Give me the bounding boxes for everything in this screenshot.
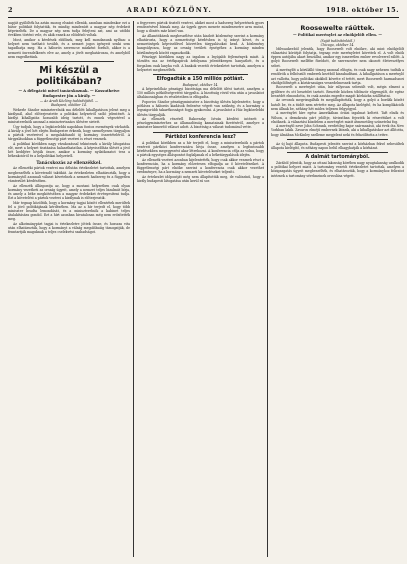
article-paragraph: A merénylőt a körülálló tömeg azonnal elfogta, és csak nagy nehezen tudták a rendőrök a felbőszült emberek kezéből kiszabadítani. A kihallgatáson a merénylő azt vallotta, hogy politikai okokból követte el tettét, mert Roosewelt harmadszori elnökjelöltségét a köztársaságra veszedelmesnek tartja. [271,68,404,85]
article-paragraph: Az ellenzék részéről Rakovszky István kérdést intézett a pénzügyminiszterhez az államadósság kamatainak fizetéséről, amelyre a miniszter kimerítő választ adott. A bizottság a választ tudomásul vette. [137,117,264,130]
issue-date: 1918. október 15. [326,6,399,14]
article-paragraph: A merénylet híre egész Amerikában óriási izgalmat keltett. Taft elnök és Wilson, a demokrata párt jelöltje, táviratban fejezték ki részvétüket a volt elnöknek. A választási küzdelem a merénylet miatt átmenetileg szünetelni fog. [271,111,404,124]
article-subheadline: — A délegáció mivel tanácskoznak. — Kossuthetve Budapestre jön a király. — [18,88,120,98]
paper-title: ARADI KÖZLÖNY. [126,6,213,14]
newspaper-page [8,6,404,558]
article-paragraph: Popovics Sándor pénzügyminiszter a bizottság ülésén kijelentette, hogy a pótlásra a háborús kiadások fedezése végett van szükség, és a kormány a legszigorúbb takarékosságot fogja gyakorolni. A javaslatot a Ház legközelebbi ülésén tárgyalják. [137,100,264,117]
article-byline: (Saját tudósítónktól.) [320,38,355,43]
article-paragraph: Az értekezlet időpontját még nem állapították meg, de valószínű, hogy a király budapesti látogatása után kerül rá sor. [137,174,264,184]
divider [287,152,388,153]
page-header [8,6,399,18]
article-paragraph: Az alkotmánypárt tagjai is értekezletre jöttek össze, és hosszas vita után elhatározták, hogy a kormányt a válság megoldásáig támogatják, de fenntartják maguknak a teljes cselekvési szabadságot. [8,221,130,235]
article-paragraph: A politikai körökben az a hír terjedt el, hogy a miniszterelnök a pártok vezéreit pártközi konferenciára hívja össze, amelyen a legfontosabb kérdésekben megegyezést akar létrehozni. A konferencia célja az volna, hogy a pártok egységes álláspontot foglaljanak el a béketárgyalások idején. [137,140,264,158]
article-paragraph: Pénzügyi körökben nagy az izgalom a legújabb fejlemények miatt. A tőzsdén ma az értékpapírok árfolyama jelentékenyen hanyatlott, és a forgalom csak lanyha volt. A bankok vezetői értekezletet tartottak, amelyen a helyzetet megbeszélték. [137,55,264,72]
article-paragraph: Most, amikor a kérdések eldőlnek, meg kell mondanunk nyíltan: a helyzet nem tartható tovább, és a nemzet jogos igényeit senki sem tagadhatja meg. Ha a háborús szerencse másként fordult, akkor is a nemzeti önrendelkezés elve az, amely a jövőt meghatározza, és amelyből nem engedhetünk. [8,38,130,59]
divider [153,74,248,75]
section-subheading: Tanácskozás az ellenzékkel. [36,160,102,166]
article-paragraph: a fegyveres pártok tisztelt vezérei, akiket most a hadsereg helyzetének gyors rendezésével bíznak meg. Az ügyek gyors menete mindenesetre arra mutat, hogy a döntés már közel van. [137,21,264,34]
article-paragraph: Wekerle Sándor miniszterelnök ma délelőtt kihallgatáson jelent meg a királynál, ahol előterjesztette a politikai helyzetről szóló jelentését. A királyi kihallgatás hosszabb ideig tartott, és ennek végeztével a miniszterelnök azonnal a minisztertanács ülésére sietett. [8,107,130,124]
article-byline: — Az Aradi Közlöny tudósítójától. — [39,99,99,104]
divider [287,139,388,140]
article-paragraph: Milwaukeeból jelentik, hogy Roosewelt volt elnökre, aki mint elnökjelölt választási körútját folytatja, tegnap este merényletet követtek el. A volt elnök éppen autójába akart beszállni, amikor egy ismeretlen ember revolverrel rálőtt. A golyó Roosewelt mellébe fúródott, de szerencsére nem okozott életveszélyes sebet. [271,47,404,68]
article-paragraph: Az államtitkárok megbeszélése után kiadott közlemény szerint a kormány elhatározta, hogy a nemzetiségi kérdésben is új irányt követ, és a nemzetiségek képviselőivel közvetlen tárgyalásokat kezd. A közlemény hangsúlyozza, hogy az ország területi épségéhez a kormány minden körülmények között ragaszkodik. [137,33,264,55]
article-paragraph: napját gyűlölték ha aztán mozog elszánt ellenük, azonban mindenkor ezt a bátor politikát folytatták, és mindig mindenütt a magyar nép érdekeit képviselték. De a magyar nép nem tudja felejteni azt, ami az utóbbi években történt vele, és akik ennek az előidézői voltak. [8,21,130,38]
article-dateline: Budapest, október 14. [182,82,219,87]
article-paragraph: Az ellenzék vezérei azonban kijelentették, hogy csak akkor vesznek részt a konferencián, ha a kormány előzetesen elfogadja az ő követeléseiket. A függetlenségi párt elnöke szerint a konferencia csak akkor vezethet eredményre, ha a kormány a nemzeti követeléseket teljesíti. [137,157,264,175]
divider [24,61,114,62]
article-headline: Mi készül a politikában? [36,64,102,87]
article-headline: Elfogadták a 150 milliós pótlást. [156,76,245,82]
column-middle [137,21,264,557]
article-paragraph: A merénylő neve John Schrank, eredetileg bajor származású, aki évek óta New Yorkban lakik. Zavaros elméjű embernek látszik, aki a kihallgatáskor azt állította, hogy álmában McKinley szelleme megjelent neki és felszólította a tettre. [271,124,404,137]
column-right [271,21,404,557]
article-dateline: Chicago, október 14. [320,42,355,47]
article-paragraph: Roosewelt a merénylet után, bár súlyosan sebesült volt, mégis elment a gyűlésre és ott beszédet tartott. Beszéde közben többször elgyengült, de egész beszédét elmondotta, és csak azután engedte magát kórházba szállíttatni. [271,85,404,98]
article-paragraph: Már tegnap közöltük, hogy a kormány tagjai között ellentétek merültek fel a jövő politikájának kérdésében. Ma az a hír terjedt el, hogy több miniszter beadta lemondását, és a miniszterelnök a kabinet teljes átalakítására gondol. Ezt a hírt azonban hivatalosan még nem erősítették meg. [8,200,130,222]
article-paragraph: Úgy tudjuk, hogy a legközelebbi napokban fontos események várhatók. A király a jövő hét elején Budapestre érkezik, hogy személyesen tárgyaljon a pártok vezéreivel a megalakítandó új kormány összetételéről. A tárgyalásokban a függetlenségi párt vezérei is részt vesznek. [8,124,130,142]
article-paragraph: A képviselőház pénzügyi bizottsága ma délelőtt ülést tartott, amelyen a 150 milliós pótköltségvetést tárgyalta. A bizottság rövid vita után a javaslatot általánosságban és részleteiben is elfogadta. [137,87,264,100]
column-divider [267,21,268,557]
article-headline: Roosewelte ráüttek. [300,24,375,32]
article-headline: A dalmát tartományból. [305,155,370,161]
article-paragraph: A politikai körökben nagy várakozással tekintenek a király látogatása elé, mert a helyzet tisztázása halaszthatatlan. A képviselőház ülését a jövő hét keddjére hívják össze, amikor a kormány nyilatkozatot tesz a békeakcióról és a belpolitikai helyzetről. [8,141,130,159]
article-paragraph: Az ellenzék álláspontja az, hogy a mostani helyzetben csak olyan kormány vezetheti az ország ügyeit, amely a nemzet teljes bizalmát bírja, és amely a béke megkötésében a magyar érdekeket érvényesíteni tudja. Ezt a követelést a pártok vezérei a királynak is előterjesztik. [8,183,130,200]
article-subheadline: — Politikai merénylet az elnökjelölt ellen. — [293,33,382,37]
column-divider [133,21,134,557]
article-paragraph: Az ellenzéki pártok vezérei ma délután értekezletet tartottak, amelyen megbeszélték a követendő taktikát. Az értekezleten elhatározták, hogy a kormánytól azonnali választ követelnek a nemzeti hadsereg és a független vámterület kérdésében. [8,166,130,183]
column-left [8,21,130,557]
news-note: Az új hajó állapota. Budapesti jelentés szerint a kórházban fekvő sebesültek állapota kielégítő, és néhány napon belül elhagyhatják a kórházat. [271,141,404,150]
divider [153,132,248,133]
article-paragraph: Zárából jelentik, hogy az ottani lakosság körében nagy nyugtalanság uralkodik a politikai helyzet miatt. A tartomány vezetői értekezletet tartottak, amelyen a közigazgatás ügyeit megbeszélték, és elhatározták, hogy a kormányhoz feliratot intéznek a tartomány sérelmeinek orvoslása végett. [271,161,404,178]
article-paragraph: Az orvosok megvizsgálták és megállapították, hogy a golyó a bordák között hatolt be, és a tüdőt nem sértette meg. Az állapota kielégítő, és ha komplikációk nem állnak be, néhány hét múlva teljesen felgyógyul. [271,98,404,111]
article-dateline: Budapest, október 14. [51,103,87,108]
page-number: 2 [8,6,14,14]
article-headline: Pártközi konferencia lesz? [165,134,236,140]
